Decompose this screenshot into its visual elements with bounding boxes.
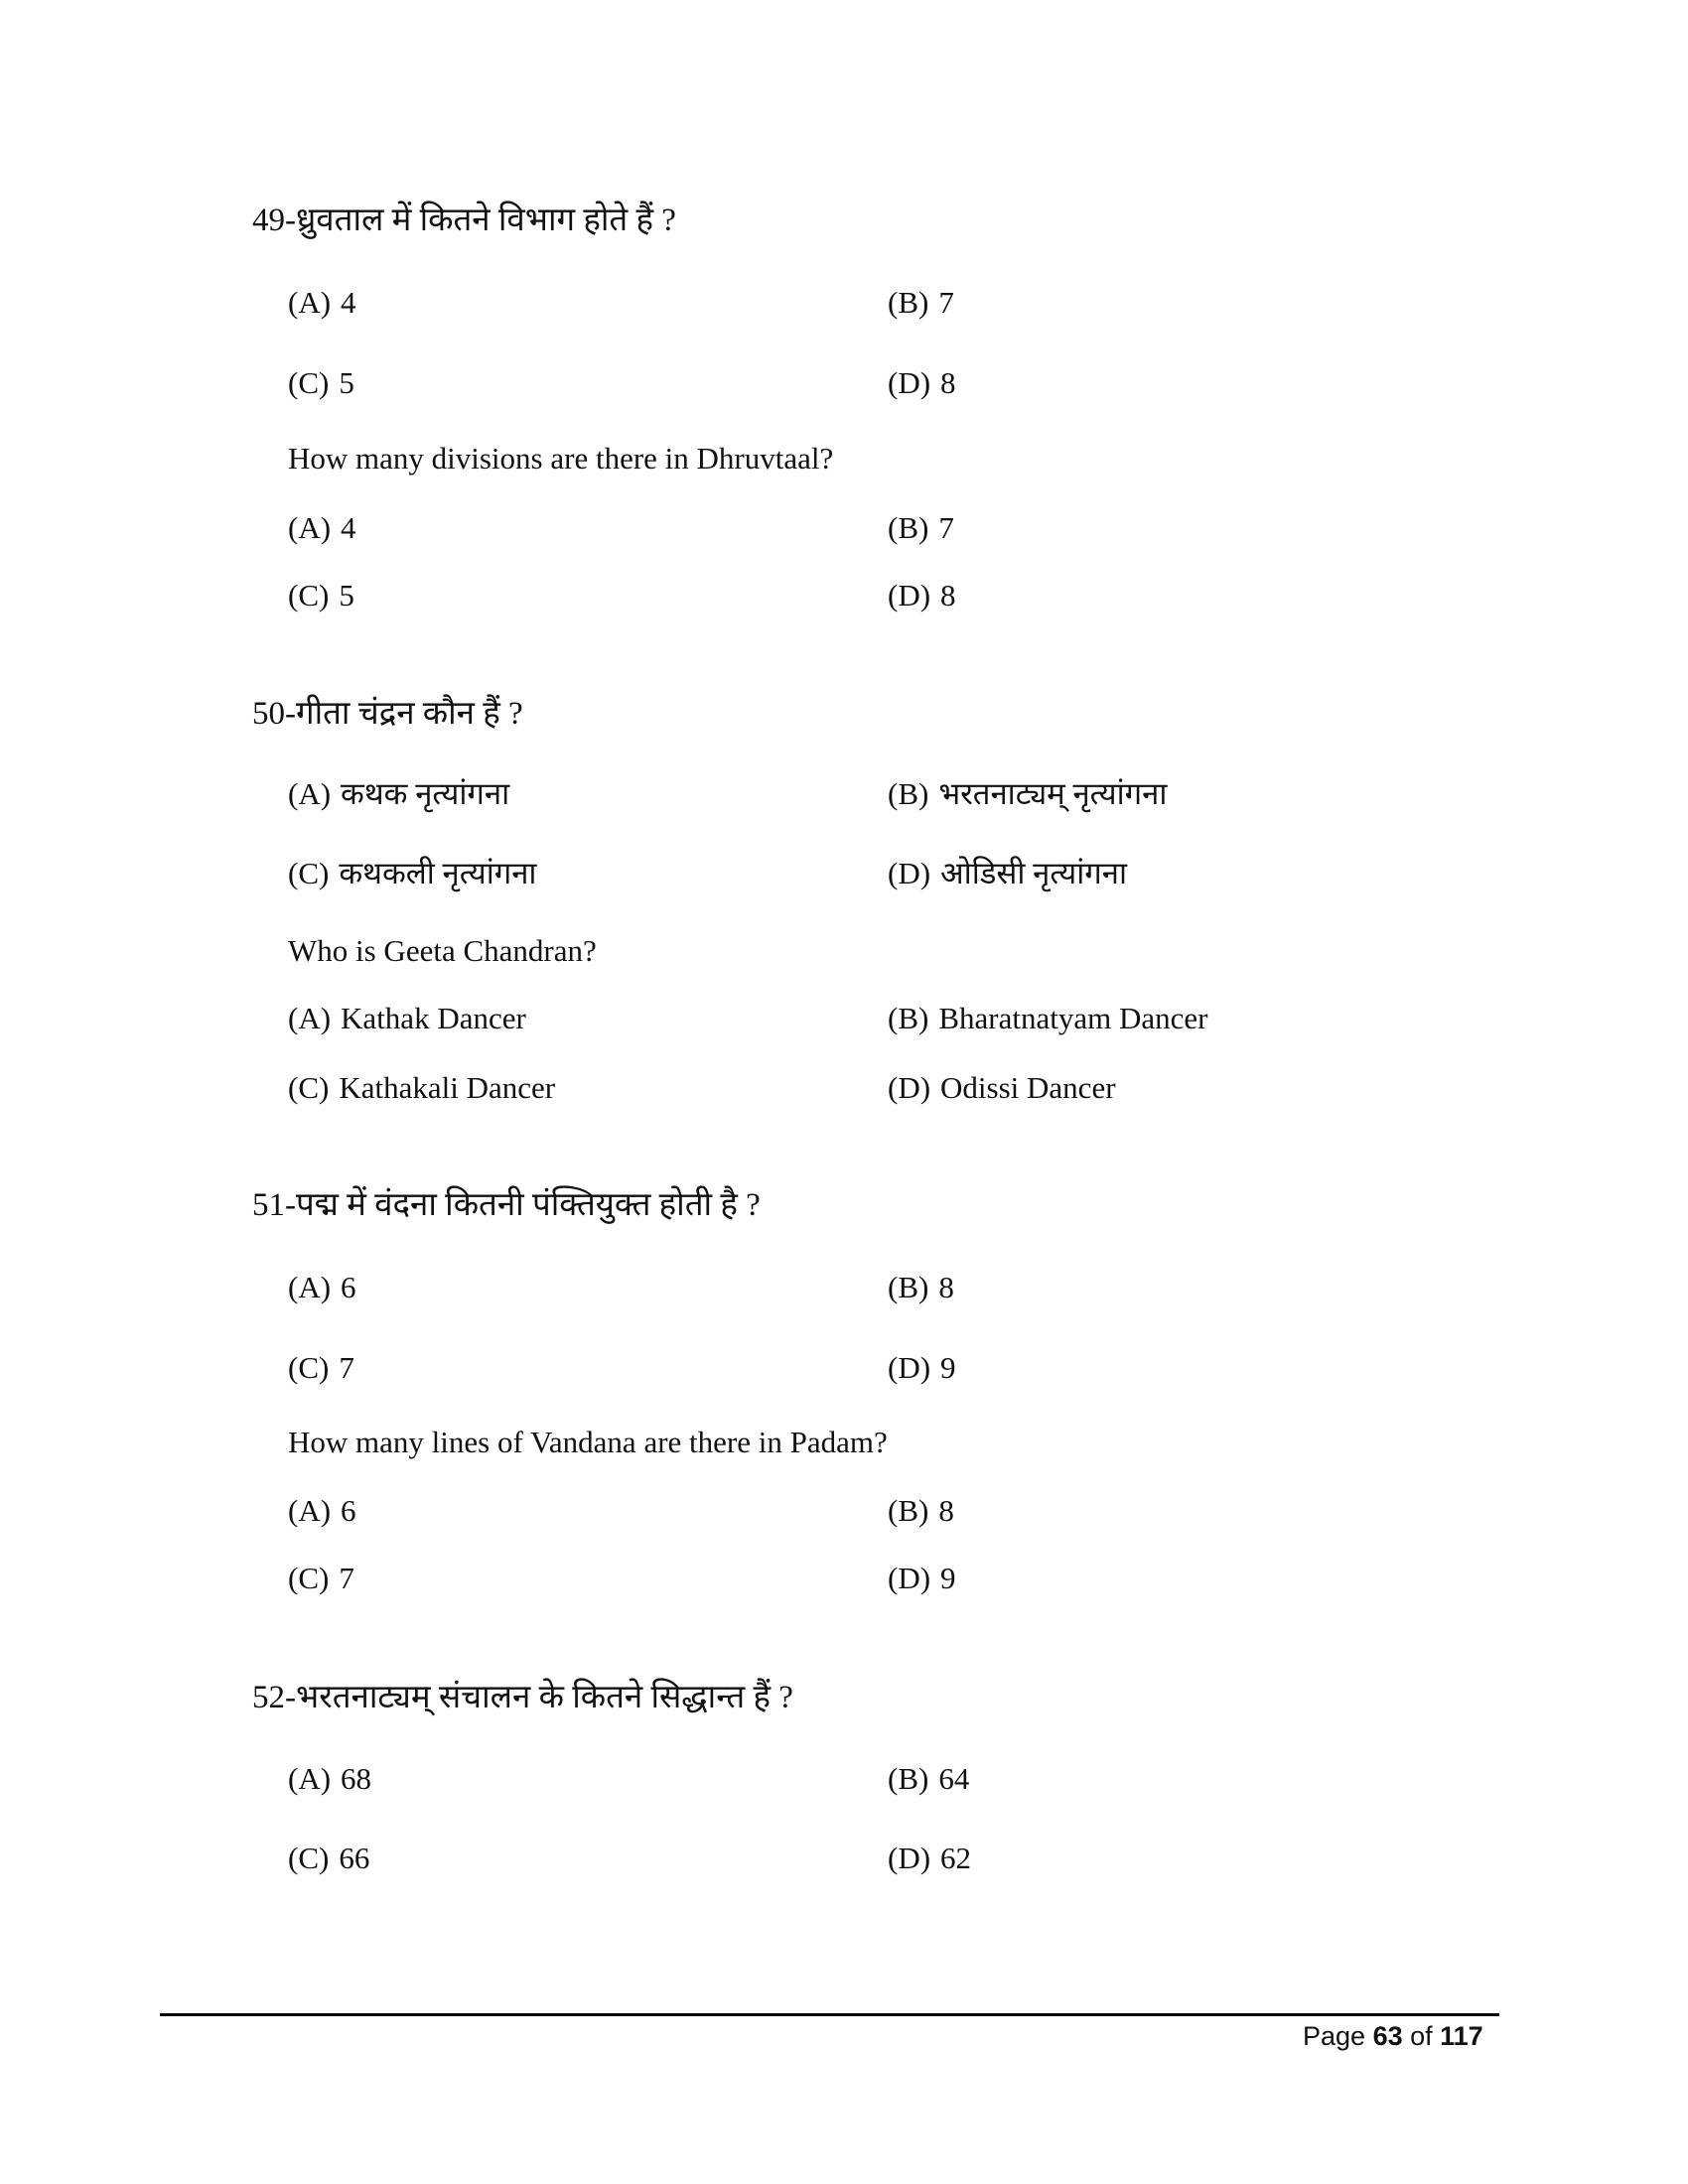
footer-divider <box>160 2013 1499 2016</box>
option-label: (C) <box>288 1070 330 1105</box>
page-of: of <box>1402 2021 1441 2051</box>
option-label: (B) <box>888 1761 929 1796</box>
question-50-hindi <box>252 694 523 734</box>
option-label: (D) <box>888 1070 931 1105</box>
option-label: (B) <box>888 1270 929 1304</box>
option-b <box>888 775 1167 813</box>
option-c <box>288 1349 354 1387</box>
option-text: 66 <box>339 1841 370 1875</box>
option-label: (A) <box>288 1761 332 1796</box>
option-a <box>288 1492 356 1530</box>
option-a <box>288 775 509 813</box>
option-text: 64 <box>938 1761 970 1796</box>
option-text: Kathakali Dancer <box>339 1070 556 1105</box>
option-label: (A) <box>288 285 332 320</box>
option-label: (A) <box>288 1001 332 1035</box>
option-label: (D) <box>888 365 931 400</box>
page-prefix: Page <box>1303 2021 1373 2051</box>
question-text: पद्म में वंदना कितनी पंक्तियुक्त होती है ? <box>296 1187 761 1223</box>
page-current: 63 <box>1372 2021 1403 2051</box>
question-52-hindi <box>252 1678 793 1717</box>
option-label: (B) <box>888 776 929 811</box>
option-b <box>888 284 954 322</box>
question-49-english: How many divisions are there in Dhruvtaal? <box>288 441 834 476</box>
question-51-hindi <box>252 1185 761 1225</box>
option-label: (C) <box>288 856 330 890</box>
page-number <box>1303 2021 1483 2052</box>
option-c <box>288 364 354 402</box>
option-c <box>288 1069 555 1107</box>
question-text: ध्रुवताल में कितने विभाग होते हैं ? <box>296 203 676 238</box>
option-b <box>888 1000 1207 1037</box>
option-text: भरतनाट्यम् नृत्यांगना <box>938 776 1168 811</box>
question-number: 52- <box>252 1680 296 1715</box>
option-d <box>888 1349 956 1387</box>
question-number: 51- <box>252 1187 296 1223</box>
option-text: 62 <box>940 1841 972 1875</box>
option-b <box>888 1760 969 1798</box>
option-text: 5 <box>339 365 354 400</box>
option-label: (D) <box>888 856 931 890</box>
option-label: (C) <box>288 578 330 613</box>
option-d <box>888 1560 956 1597</box>
option-text: 7 <box>938 510 954 545</box>
option-label: (B) <box>888 510 929 545</box>
option-c <box>288 1560 354 1597</box>
option-text: 9 <box>940 1561 956 1595</box>
option-label: (B) <box>888 285 929 320</box>
option-d <box>888 855 1127 892</box>
option-label: (A) <box>288 1493 332 1528</box>
option-label: (D) <box>888 1841 931 1875</box>
option-label: (D) <box>888 1350 931 1385</box>
option-label: (B) <box>888 1001 929 1035</box>
option-label: (A) <box>288 510 332 545</box>
question-49-hindi <box>252 201 676 240</box>
option-label: (D) <box>888 1561 931 1595</box>
option-label: (C) <box>288 365 330 400</box>
option-c <box>288 577 354 614</box>
option-c <box>288 1840 369 1877</box>
option-text: 8 <box>938 1270 954 1304</box>
option-b <box>888 1492 954 1530</box>
option-text: 68 <box>341 1761 372 1796</box>
option-text: Odissi Dancer <box>940 1070 1116 1105</box>
option-a <box>288 284 356 322</box>
option-text: ओडिसी नृत्यांगना <box>940 856 1127 890</box>
option-text: 6 <box>341 1270 356 1304</box>
option-text: 8 <box>940 365 956 400</box>
option-label: (C) <box>288 1561 330 1595</box>
option-text: 4 <box>341 510 356 545</box>
option-text: 5 <box>339 578 354 613</box>
option-d <box>888 1840 971 1877</box>
option-label: (A) <box>288 776 332 811</box>
option-label: (A) <box>288 1270 332 1304</box>
option-label: (B) <box>888 1493 929 1528</box>
option-label: (C) <box>288 1350 330 1385</box>
option-a <box>288 1269 356 1306</box>
question-number: 50- <box>252 696 296 732</box>
option-text: कथकली नृत्यांगना <box>339 856 537 890</box>
option-text: 7 <box>339 1350 354 1385</box>
option-a <box>288 1000 526 1037</box>
option-text: 4 <box>341 285 356 320</box>
option-text: 8 <box>940 578 956 613</box>
option-text: 7 <box>339 1561 354 1595</box>
option-label: (C) <box>288 1841 330 1875</box>
option-text: कथक नृत्यांगना <box>341 776 510 811</box>
option-d <box>888 364 956 402</box>
page-total: 117 <box>1440 2021 1483 2051</box>
option-d <box>888 577 956 614</box>
option-a <box>288 509 356 547</box>
option-a <box>288 1760 371 1798</box>
option-c <box>288 855 536 892</box>
question-text: गीता चंद्रन कौन हैं ? <box>296 696 523 732</box>
option-text: 9 <box>940 1350 956 1385</box>
option-text: Bharatnatyam Dancer <box>938 1001 1208 1035</box>
option-text: Kathak Dancer <box>341 1001 526 1035</box>
question-text: भरतनाट्यम् संचालन के कितने सिद्धान्त हैं ? <box>296 1680 793 1715</box>
question-51-english: How many lines of Vandana are there in Padam? <box>288 1425 888 1459</box>
option-b <box>888 509 954 547</box>
option-d <box>888 1069 1116 1107</box>
option-label: (D) <box>888 578 931 613</box>
option-text: 8 <box>938 1493 954 1528</box>
option-text: 7 <box>938 285 954 320</box>
question-number: 49- <box>252 203 296 238</box>
option-text: 6 <box>341 1493 356 1528</box>
option-b <box>888 1269 954 1306</box>
question-50-english: Who is Geeta Chandran? <box>288 933 597 968</box>
